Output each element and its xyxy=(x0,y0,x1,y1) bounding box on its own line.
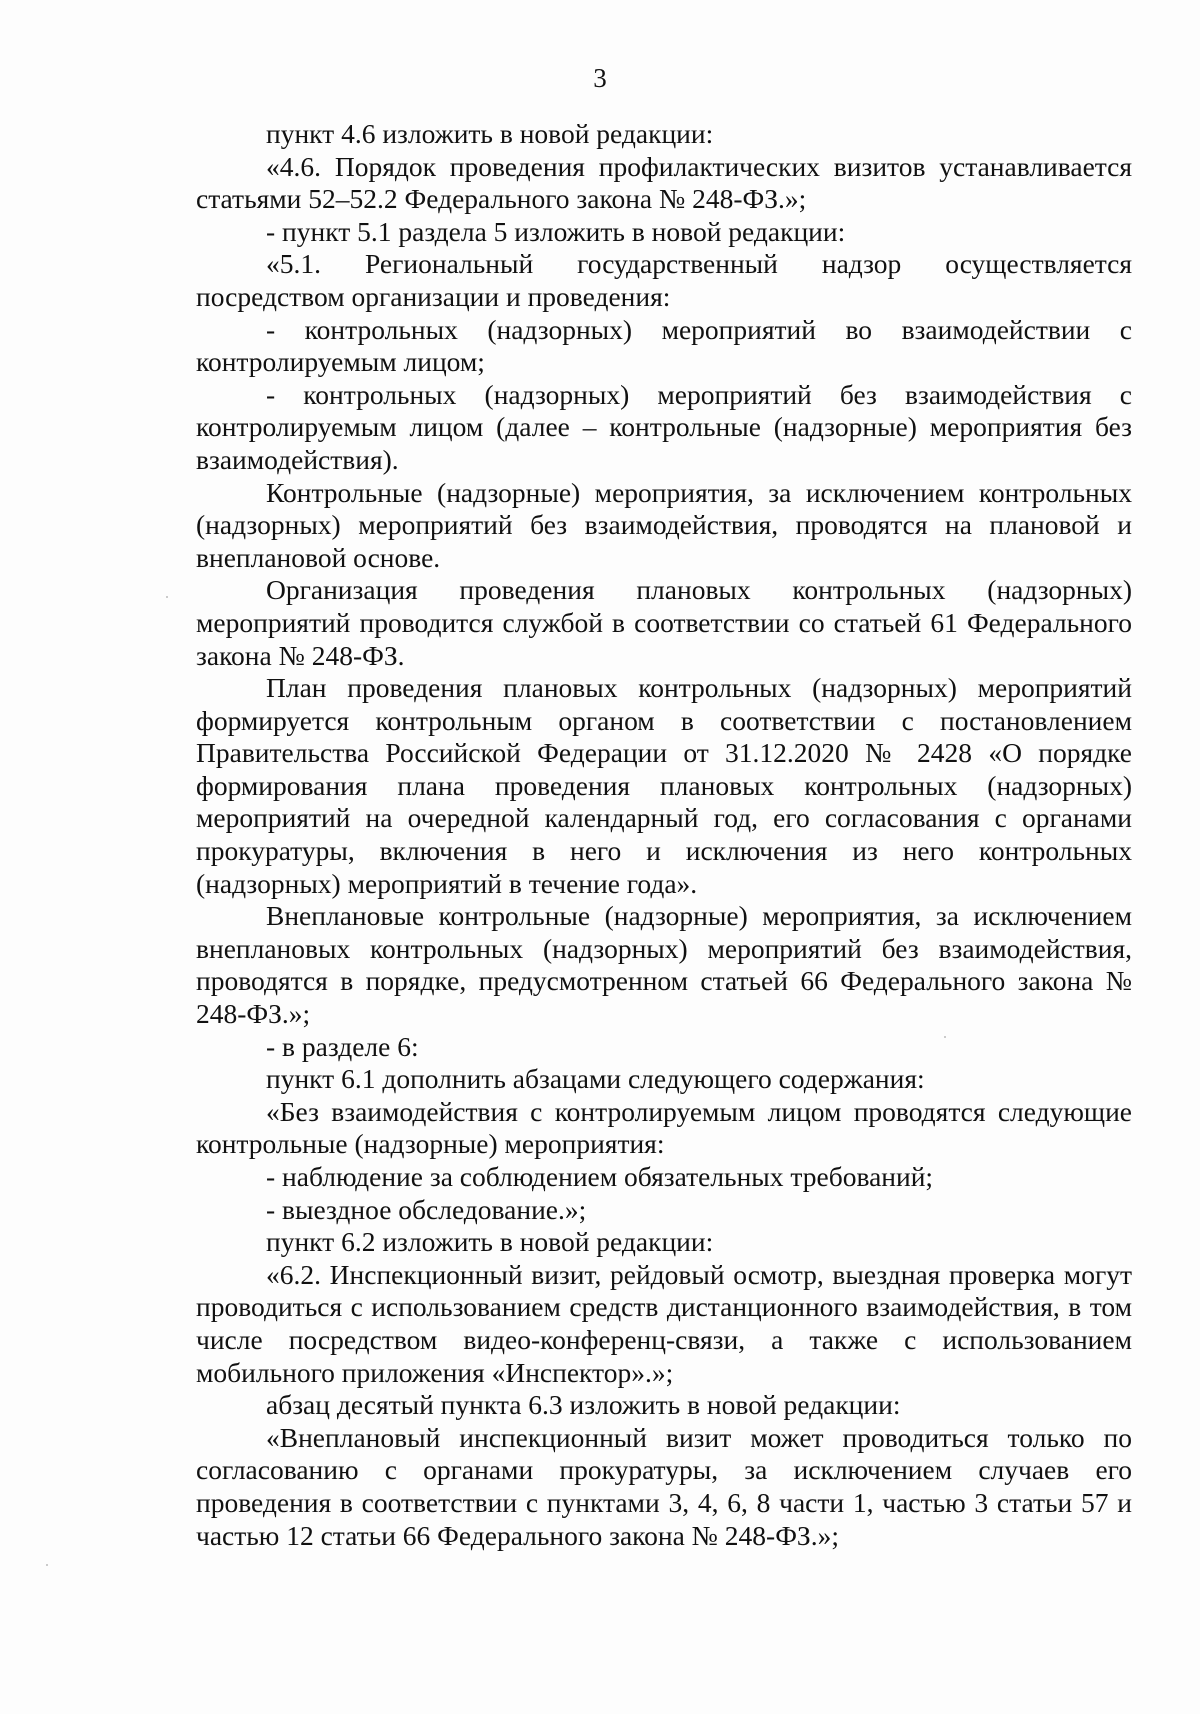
paragraph-9: План проведения плановых контрольных (надзорных) мероприятий формируется контрольным органом в соответствии с постановлением Правительства Российской Федерации от 31.12.2020 № 2428 «О порядке формирования плана проведения плановых контрольных (надзорных) мероприятий на очередной календарный год, его согласования с органами прокуратуры, включения в него и исключения из него контрольных (надзорных) мероприятий в течение года». xyxy=(196,672,1132,899)
page-number: 3 xyxy=(593,63,607,93)
paragraph-10: Внеплановые контрольные (надзорные) мероприятия, за исключением внеплановых контрольных (надзорных) мероприятий без взаимодействия, проводятся в порядке, предусмотренном статьей 66 Федерального закона № 248-ФЗ.»; xyxy=(196,900,1132,1030)
paragraph-1: пункт 4.6 изложить в новой редакции: xyxy=(266,118,714,149)
paragraph-8: Организация проведения плановых контрольных (надзорных) мероприятий проводится службой в соответствии со статьей 61 Федерального закона № 248-ФЗ. xyxy=(196,574,1132,671)
paragraph-17: «6.2. Инспекционный визит, рейдовый осмотр, выездная проверка могут проводиться с использованием средств дистанционного взаимодействия, в том числе посредством видео-конференц-связи, а также с использованием мобильного приложения «Инспектор».»; xyxy=(196,1258,1132,1388)
paragraph-14: - наблюдение за соблюдением обязательных требований; xyxy=(266,1161,934,1192)
scan-speck xyxy=(46,1564,48,1566)
paragraph-3: - пункт 5.1 раздела 5 изложить в новой редакции: xyxy=(266,215,846,247)
paragraph-15: - выездное обследование.»; xyxy=(266,1193,587,1225)
scan-speck xyxy=(944,1036,946,1038)
paragraph-5: - контрольных (надзорных) мероприятий во взаимодействии с контролируемым лицом; xyxy=(196,313,1132,378)
paragraph-13: «Без взаимодействия с контролируемым лицом проводятся следующие контрольные (надзорные) мероприятия: xyxy=(196,1095,1132,1160)
paragraph-11: - в разделе 6: xyxy=(266,1030,419,1062)
scan-speck xyxy=(166,596,168,598)
paragraph-12: пункт 6.1 дополнить абзацами следующего содержания: xyxy=(266,1063,925,1095)
paragraph-6: - контрольных (надзорных) мероприятий без взаимодействия с контролируемым лицом (далее – контрольные (надзорные) мероприятия без взаимодействия). xyxy=(196,378,1132,475)
paragraph-16: пункт 6.2 изложить в новой редакции: xyxy=(266,1226,714,1258)
paragraph-7: Контрольные (надзорные) мероприятия, за исключением контрольных (надзорных) мероприятий без взаимодействия, проводятся на плановой и внеплановой основе. xyxy=(196,476,1132,573)
document-body xyxy=(196,118,1132,1552)
paragraph-18: абзац десятый пункта 6.3 изложить в новой редакции: xyxy=(266,1389,901,1421)
paragraph-19: «Внеплановый инспекционный визит может проводиться только по согласованию с органами прокуратуры, за исключением случаев его проведения в соответствии с пунктами 3, 4, 6, 8 части 1, частью 3 статьи 57 и частью 12 статьи 66 Федерального закона № 248-ФЗ.»; xyxy=(196,1421,1132,1551)
paragraph-4: «5.1. Региональный государственный надзор осуществляется посредством организации и проведения: xyxy=(196,248,1132,312)
paragraph-2: «4.6. Порядок проведения профилактических визитов устанавливается статьями 52–52.2 Федерального закона № 248-ФЗ.»; xyxy=(196,150,1132,215)
